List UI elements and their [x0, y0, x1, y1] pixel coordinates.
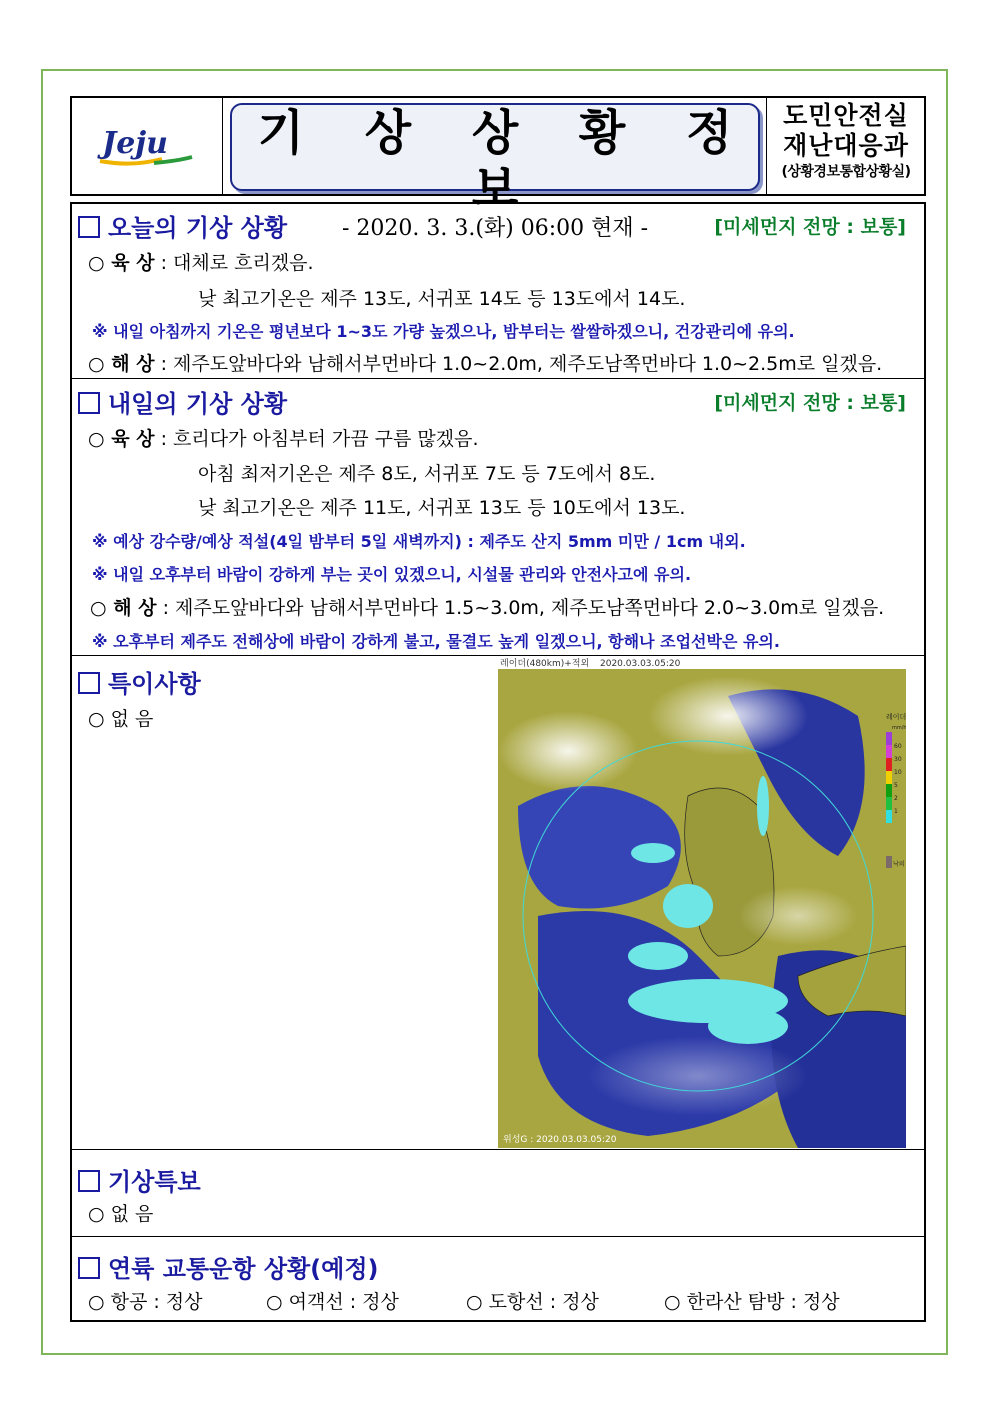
dept-line2: 재난대응과 — [783, 131, 909, 160]
legend-swatch — [886, 784, 892, 797]
radar-bottom-label: 위성G : 2020.03.03.05:20 — [503, 1135, 617, 1145]
report-datetime: - 2020. 3. 3.(화) 06:00 현재 - — [341, 216, 649, 241]
traffic-section — [72, 1237, 924, 1320]
legend-value: 5 — [894, 782, 898, 789]
legend-bars — [886, 732, 892, 823]
tomorrow-land-line2: 아침 최저기온은 제주 8도, 서귀포 7도 등 7도에서 8도. — [198, 463, 656, 485]
radar-satellite-image — [498, 656, 906, 1148]
tomorrow-heading: 내일의 기상 상황 — [78, 384, 287, 419]
special-heading: 특이사항 — [78, 664, 201, 699]
tomorrow-land-line: ○ 육 상 : 흐리다가 아침부터 가끔 구름 많겠음. — [88, 428, 479, 450]
legend-swatch — [886, 771, 892, 784]
checkbox-square-icon — [78, 392, 100, 414]
tomorrow-note3: ※ 오후부터 제주도 전해상에 바람이 강하게 불고, 물결도 높게 일겠으니, 항해나 조업선박은 유의. — [92, 632, 780, 651]
department — [766, 98, 925, 194]
tomorrow-note1: ※ 예상 강수량/예상 적설(4일 밤부터 5일 새벽까지) : 제주도 산지 5mm 미만 / 1cm 내외. — [92, 532, 746, 551]
traffic-item-island-ferry: ○ 도항선 : 정상 — [466, 1291, 599, 1313]
warning-section — [72, 1150, 924, 1237]
title-box — [230, 103, 760, 241]
tomorrow-sea-line: ○ 해 상 : 제주도앞바다와 남해서부먼바다 1.5~3.0m, 제주도남쪽먼바다 2.0~3.0m로 일겠음. — [90, 597, 885, 619]
today-sea-line: ○ 해 상 : 제주도앞바다와 남해서부먼바다 1.0~2.0m, 제주도남쪽먼바다 1.0~2.5m로 일겠음. — [88, 353, 883, 375]
today-note: ※ 내일 아침까지 기온은 평년보다 1~3도 가량 높겠으나, 밤부터는 쌀쌀하겠으니, 건강관리에 유의. — [92, 322, 795, 341]
warning-item: ○ 없 음 — [88, 1203, 154, 1225]
checkbox-square-icon — [78, 216, 100, 238]
traffic-heading: 연륙 교통운항 상황(예정) — [78, 1249, 379, 1284]
checkbox-square-icon — [78, 1170, 100, 1192]
legend-swatch — [886, 810, 892, 823]
legend-value: 2 — [894, 795, 898, 802]
dept-line1: 도민안전실 — [783, 101, 909, 130]
jeju-logo — [72, 98, 223, 194]
tomorrow-dust-forecast: [미세먼지 전망 : 보통] — [714, 392, 906, 414]
legend-swatch — [886, 758, 892, 771]
svg-text:Jeju: Jeju — [102, 126, 168, 161]
legend-lightning-swatch — [886, 856, 892, 868]
special-section — [72, 656, 924, 1150]
legend-value: 1 — [894, 808, 898, 815]
warning-heading: 기상특보 — [78, 1162, 201, 1197]
today-dust-forecast: [미세먼지 전망 : 보통] — [714, 216, 906, 238]
traffic-item-ferry: ○ 여객선 : 정상 — [266, 1291, 399, 1313]
radar-map — [498, 656, 906, 1148]
checkbox-square-icon — [78, 672, 100, 694]
dept-line3: (상황경보통합상황실) — [781, 164, 911, 180]
tomorrow-land-line3: 낮 최고기온은 제주 11도, 서귀포 13도 등 10도에서 13도. — [198, 497, 686, 519]
legend-unit: mm/h — [892, 725, 906, 731]
radar-top-time: 2020.03.03.05:20 — [600, 659, 681, 669]
today-heading: 오늘의 기상 상황 — [78, 208, 287, 243]
traffic-item-air: ○ 항공 : 정상 — [88, 1291, 203, 1313]
checkbox-square-icon — [78, 1257, 100, 1279]
legend-title: 레이더 — [886, 713, 906, 721]
legend-swatch — [886, 797, 892, 810]
traffic-item-hallasan: ○ 한라산 탐방 : 정상 — [664, 1291, 840, 1313]
legend-value: 60 — [894, 743, 902, 750]
legend-lightning: 낙뢰 — [893, 861, 905, 868]
legend-swatch — [886, 745, 892, 758]
legend-value: 10 — [894, 769, 902, 776]
today-section — [72, 204, 924, 379]
legend-swatch — [886, 732, 892, 745]
jeju-logo-image — [92, 121, 202, 171]
tomorrow-section — [72, 379, 924, 656]
today-land-line2: 낮 최고기온은 제주 13도, 서귀포 14도 등 13도에서 14도. — [198, 288, 686, 310]
tomorrow-note2: ※ 내일 오후부터 바람이 강하게 부는 곳이 있겠으니, 시설물 관리와 안전사고에 유의. — [92, 565, 692, 584]
page-title: 기 상 상 황 정 보 — [257, 105, 755, 217]
report-body — [70, 202, 926, 1322]
today-land-line: ○ 육 상 : 대체로 흐리겠음. — [88, 252, 314, 274]
radar-top-label: 레이더(480km)+적외 — [500, 659, 590, 669]
special-item: ○ 없 음 — [88, 708, 154, 730]
legend-value: 30 — [894, 756, 902, 763]
